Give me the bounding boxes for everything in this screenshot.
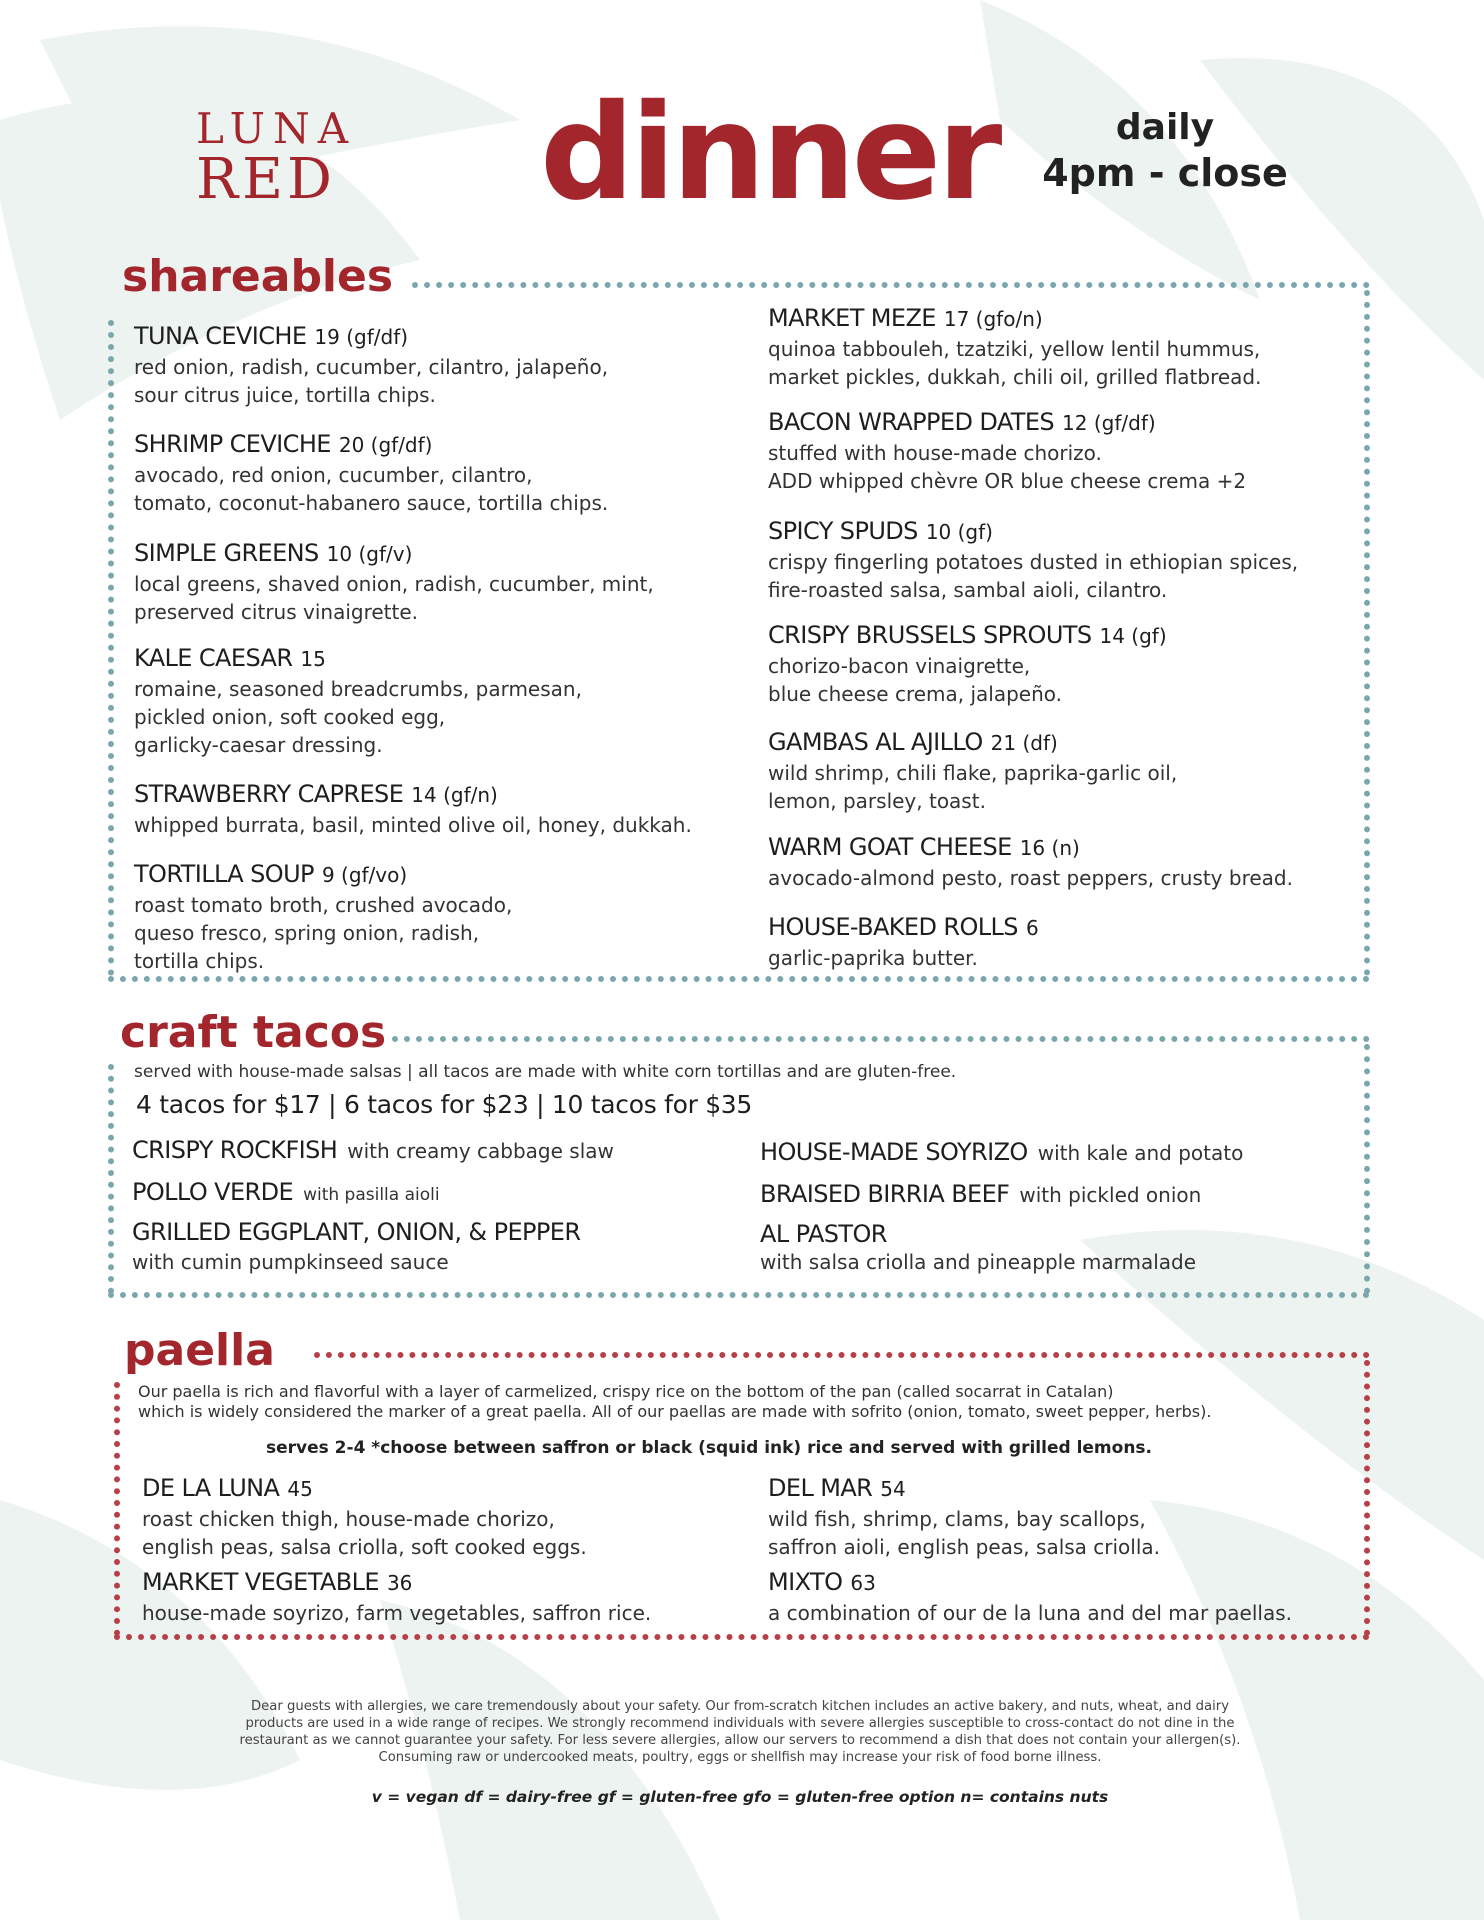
menu-item-description: garlic-paprika butter. — [768, 946, 978, 970]
paella-border-top — [314, 1352, 1370, 1360]
menu-item-heading — [134, 858, 512, 891]
menu-item — [768, 831, 1293, 892]
menu-item-heading — [142, 1472, 587, 1505]
menu-item-description: saffron aioli, english peas, salsa criolla. — [768, 1535, 1161, 1559]
allergy-line-4: Consuming raw or undercooked meats, poultry, eggs or shellfish may increase your risk of food borne illness. — [378, 1750, 1102, 1765]
menu-item-name: MARKET VEGETABLE — [142, 1568, 379, 1596]
menu-item-price: 15 — [300, 647, 326, 671]
menu-item — [142, 1472, 587, 1561]
menu-item-name: MIXTO — [768, 1568, 843, 1596]
logo-line-1: LUNA — [196, 104, 357, 153]
luna-red-logo — [196, 104, 357, 212]
menu-item-description: romaine, seasoned breadcrumbs, parmesan, — [134, 677, 582, 701]
menu-item — [142, 1566, 651, 1627]
menu-item-name: DE LA LUNA — [142, 1474, 280, 1502]
menu-item-heading — [134, 320, 608, 353]
menu-item-name: HOUSE-BAKED ROLLS — [768, 913, 1018, 941]
menu-item-description: house-made soyrizo, farm vegetables, saffron rice. — [142, 1601, 652, 1625]
taco-accompaniment: with pasilla aioli — [303, 1185, 440, 1205]
allergy-notice — [150, 1698, 1330, 1766]
menu-item-price: 17 (gfo/n) — [943, 307, 1043, 331]
menu-item — [134, 778, 692, 839]
menu-item — [768, 1566, 1292, 1627]
menu-item-description: a combination of our de la luna and del mar paellas. — [768, 1601, 1292, 1625]
menu-item-name: TORTILLA SOUP — [134, 860, 314, 888]
menu-item-description: preserved citrus vinaigrette. — [134, 600, 419, 624]
menu-item-description: market pickles, dukkah, chili oil, grilled flatbread. — [768, 365, 1262, 389]
menu-item-price: 14 (gf/n) — [411, 783, 498, 807]
menu-item-price: 45 — [287, 1477, 313, 1501]
taco-name: POLLO VERDE — [132, 1178, 294, 1206]
menu-item-description: red onion, radish, cucumber, cilantro, jalapeño, — [134, 355, 609, 379]
menu-item-price: 14 (gf) — [1099, 624, 1167, 648]
menu-item-description: lemon, parsley, toast. — [768, 789, 986, 813]
menu-item — [134, 858, 512, 975]
taco-item — [760, 1180, 1201, 1208]
menu-item-description: english peas, salsa criolla, soft cooked eggs. — [142, 1535, 587, 1559]
taco-accompaniment: with pickled onion — [1019, 1183, 1202, 1207]
menu-item-heading — [768, 302, 1262, 335]
menu-item-description: avocado, red onion, cucumber, cilantro, — [134, 463, 533, 487]
taco-item — [132, 1218, 580, 1246]
taco-item — [760, 1220, 887, 1248]
menu-item-name: CRISPY BRUSSELS SPROUTS — [768, 621, 1092, 649]
menu-item-description: queso fresco, spring onion, radish, — [134, 921, 480, 945]
menu-item — [134, 642, 582, 759]
menu-item-price: 54 — [880, 1477, 906, 1501]
allergy-line-2: products are used in a wide range of recipes. We strongly recommend individuals with severe allergies susceptible to cross-contact do not dine in the — [245, 1716, 1235, 1731]
tacos-pricing: 4 tacos for $17 | 6 tacos for $23 | 10 tacos for $35 — [136, 1090, 753, 1119]
menu-item-name: SIMPLE GREENS — [134, 539, 319, 567]
allergy-line-3: restaurant as we cannot guarantee your safety. For less severe allergies, allow our servers to recommend a dish that does not contain your allergen(s). — [239, 1733, 1241, 1748]
menu-item-heading — [142, 1566, 651, 1599]
menu-item-description: roast chicken thigh, house-made chorizo, — [142, 1507, 555, 1531]
menu-item-price: 19 (gf/df) — [314, 325, 409, 349]
taco-name: AL PASTOR — [760, 1220, 887, 1248]
menu-item-name: MARKET MEZE — [768, 304, 936, 332]
menu-item — [134, 428, 608, 517]
taco-accompaniment: with cumin pumpkinseed sauce — [132, 1250, 449, 1274]
menu-item — [768, 619, 1167, 708]
menu-item-heading — [134, 778, 692, 811]
paella-border-bottom — [114, 1634, 1370, 1642]
menu-item-heading — [134, 642, 582, 675]
menu-item-description: roast tomato broth, crushed avocado, — [134, 893, 513, 917]
paella-border-left — [114, 1382, 122, 1636]
menu-item — [134, 320, 608, 409]
menu-item-heading — [768, 831, 1293, 864]
menu-item-description: blue cheese crema, jalapeño. — [768, 682, 1063, 706]
menu-item-heading — [768, 1472, 1160, 1505]
menu-item-price: 6 — [1025, 916, 1039, 940]
paella-serves-note: serves 2-4 *choose between saffron or black (squid ink) rice and served with grilled lemons. — [266, 1438, 1153, 1458]
menu-item-price: 12 (gf/df) — [1062, 411, 1156, 435]
menu-item-description: wild shrimp, chili flake, paprika-garlic oil, — [768, 761, 1178, 785]
menu-item-name: KALE CAESAR — [134, 644, 293, 672]
menu-item-price: 9 (gf/vo) — [321, 863, 408, 887]
menu-item-name: SPICY SPUDS — [768, 517, 918, 545]
menu-item-description: local greens, shaved onion, radish, cucumber, mint, — [134, 572, 654, 596]
menu-item-description: tortilla chips. — [134, 949, 265, 973]
menu-item-description: stuffed with house-made chorizo. — [768, 441, 1102, 465]
menu-item-description: wild fish, shrimp, clams, bay scallops, — [768, 1507, 1146, 1531]
menu-item-description: fire-roasted salsa, sambal aioli, cilantro. — [768, 578, 1168, 602]
shareables-border-bottom — [108, 976, 1370, 984]
taco-item — [132, 1178, 440, 1206]
menu-item — [768, 911, 1039, 972]
menu-item-name: TUNA CEVICHE — [134, 322, 307, 350]
dietary-legend: v = vegan df = dairy-free gf = gluten-free gfo = gluten-free option n= contains nuts — [371, 1788, 1109, 1806]
menu-item-heading — [768, 515, 1298, 548]
shareables-border-left — [108, 320, 116, 976]
tacos-border-top — [392, 1036, 1370, 1044]
taco-accompaniment: with creamy cabbage slaw — [347, 1139, 614, 1163]
menu-item-price: 20 (gf/df) — [338, 433, 433, 457]
paella-heading: paella — [124, 1325, 275, 1376]
menu-item-description: quinoa tabbouleh, tzatziki, yellow lentil hummus, — [768, 337, 1261, 361]
menu-item-description: avocado-almond pesto, roast peppers, crusty bread. — [768, 866, 1293, 890]
taco-item — [760, 1138, 1243, 1166]
menu-item-price: 10 (gf/v) — [326, 542, 413, 566]
menu-item-description: ADD whipped chèvre OR blue cheese crema +2 — [768, 469, 1247, 493]
shareables-border-right — [1364, 290, 1372, 976]
menu-item-description: pickled onion, soft cooked egg, — [134, 705, 446, 729]
menu-item — [768, 406, 1246, 495]
menu-item-description: tomato, coconut-habanero sauce, tortilla chips. — [134, 491, 609, 515]
tacos-note: served with house-made salsas | all tacos are made with white corn tortillas and are gluten-free. — [134, 1062, 957, 1082]
menu-item-price: 10 (gf) — [925, 520, 993, 544]
tacos-border-right — [1364, 1044, 1372, 1294]
menu-item-price: 63 — [850, 1571, 876, 1595]
tacos-border-bottom — [108, 1292, 1370, 1300]
menu-item-name: WARM GOAT CHEESE — [768, 833, 1012, 861]
shareables-heading: shareables — [122, 251, 394, 302]
menu-item-heading — [768, 911, 1039, 944]
menu-item-description: chorizo-bacon vinaigrette, — [768, 654, 1031, 678]
tacos-border-left — [108, 1064, 116, 1294]
menu-item-name: BACON WRAPPED DATES — [768, 408, 1055, 436]
taco-name: BRAISED BIRRIA BEEF — [760, 1180, 1010, 1208]
hours-time: 4pm - close — [1042, 151, 1288, 195]
taco-accompaniment: with kale and potato — [1037, 1141, 1244, 1165]
menu-item-price: 21 (df) — [990, 731, 1058, 755]
menu-item-description: sour citrus juice, tortilla chips. — [134, 383, 436, 407]
taco-item — [132, 1136, 614, 1164]
logo-line-2: RED — [196, 147, 336, 212]
menu-item — [768, 515, 1298, 604]
hours-block — [1040, 106, 1290, 196]
menu-item-heading — [768, 1566, 1292, 1599]
page-title: dinner — [540, 76, 999, 230]
taco-name: GRILLED EGGPLANT, ONION, & PEPPER — [132, 1218, 581, 1246]
menu-item-price: 16 (n) — [1019, 836, 1080, 860]
menu-item-price: 36 — [386, 1571, 413, 1595]
menu-item-name: SHRIMP CEVICHE — [134, 430, 331, 458]
menu-item-name: DEL MAR — [768, 1474, 873, 1502]
craft-tacos-heading: craft tacos — [120, 1007, 387, 1058]
taco-accompaniment: with salsa criolla and pineapple marmalade — [760, 1250, 1197, 1274]
menu-item-heading — [768, 406, 1246, 439]
menu-item-heading — [768, 726, 1177, 759]
taco-name: CRISPY ROCKFISH — [132, 1136, 338, 1164]
menu-item-heading — [768, 619, 1167, 652]
menu-item — [134, 537, 654, 626]
menu-item-name: GAMBAS AL AJILLO — [768, 728, 983, 756]
menu-item — [768, 1472, 1160, 1561]
paella-intro-line-1: Our paella is rich and flavorful with a layer of carmelized, crispy rice on the bottom of the pan (called socarrat in Catalan) — [138, 1382, 1114, 1401]
paella-intro-line-2: which is widely considered the marker of a great paella. All of our paellas are made with sofrito (onion, tomato, sweet pepper, herbs). — [138, 1402, 1212, 1421]
menu-item-description: whipped burrata, basil, minted olive oil, honey, dukkah. — [134, 813, 692, 837]
menu-item-description: crispy fingerling potatoes dusted in ethiopian spices, — [768, 550, 1299, 574]
hours-day: daily — [1115, 107, 1215, 148]
menu-item-name: STRAWBERRY CAPRESE — [134, 780, 404, 808]
menu-item-heading — [134, 428, 608, 461]
menu-item-description: garlicky-caesar dressing. — [134, 733, 383, 757]
allergy-line-1: Dear guests with allergies, we care tremendously about your safety. Our from-scratch kitchen includes an active bakery, and nuts, wheat, and dairy — [251, 1699, 1229, 1714]
paella-border-right — [1364, 1360, 1372, 1636]
menu-item-heading — [134, 537, 654, 570]
shareables-border-top — [412, 282, 1370, 290]
menu-item — [768, 726, 1177, 815]
menu-item — [768, 302, 1262, 391]
taco-name: HOUSE-MADE SOYRIZO — [760, 1138, 1028, 1166]
